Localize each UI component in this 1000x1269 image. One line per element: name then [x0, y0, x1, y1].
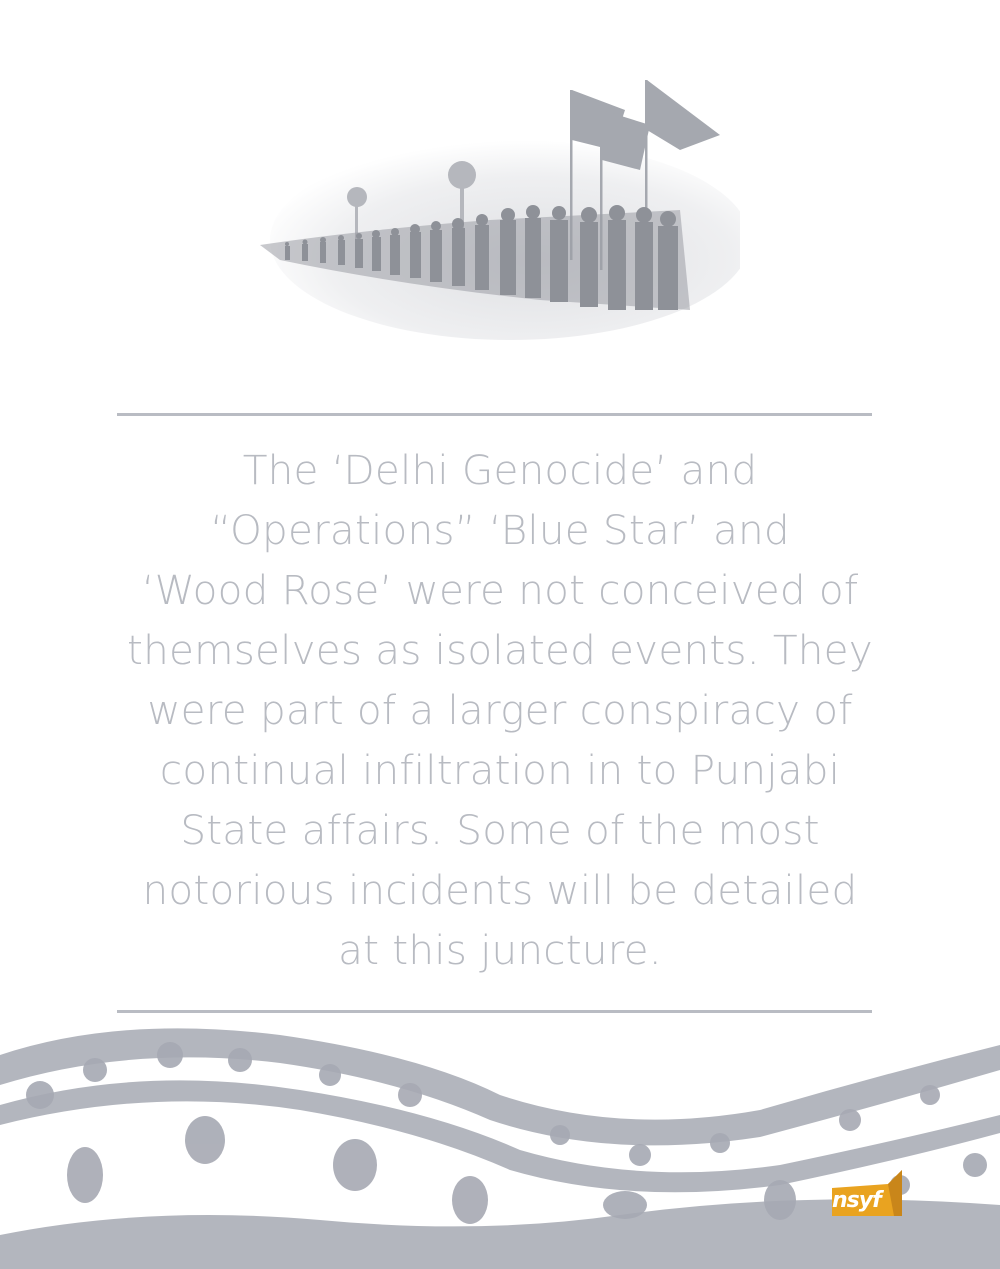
quote-line: were part of a larger conspiracy of — [147, 686, 853, 734]
quote-line: notorious incidents will be detailed — [142, 866, 858, 914]
quote-line: “Operations” ‘Blue Star’ and — [210, 506, 790, 554]
top-divider — [117, 413, 872, 416]
quote-text — [110, 440, 890, 980]
quote-line: at this juncture. — [338, 926, 662, 974]
quote-line: continual infiltration in to Punjabi — [159, 746, 841, 794]
quote-line: The ‘Delhi Genocide’ and — [242, 446, 758, 494]
bottom-divider — [117, 1010, 872, 1013]
floral-pattern-border — [0, 1015, 1000, 1269]
procession-photo — [240, 70, 740, 350]
quote-line: themselves as isolated events. They — [127, 626, 873, 674]
quote-line: State affairs. Some of the most — [180, 806, 820, 854]
logo-text: nsyf — [832, 1188, 881, 1213]
quote-line: ‘Wood Rose’ were not conceived of — [141, 566, 859, 614]
